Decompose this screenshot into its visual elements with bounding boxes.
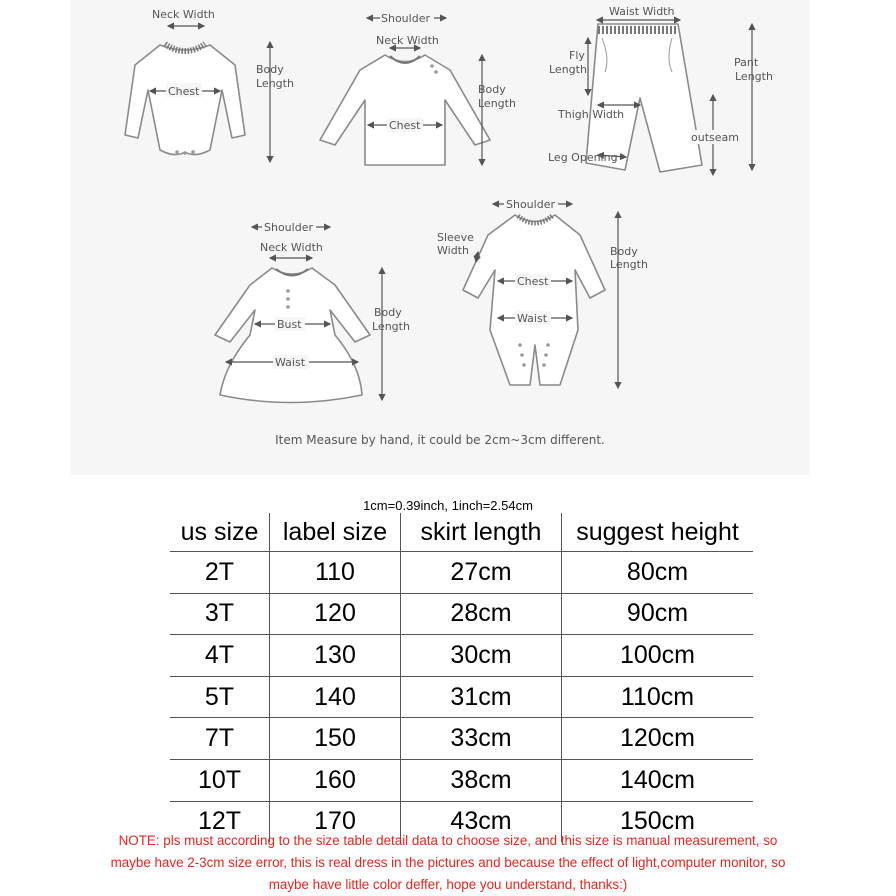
header-suggest-height: suggest height — [562, 513, 754, 552]
note-line-1: NOTE: pls must according to the size table detail data to choose size, and this size is manual measurement, so — [118, 833, 778, 848]
label-outseam: outseam — [691, 131, 739, 144]
table-row — [170, 635, 753, 677]
note-line-2: maybe have 2-3cm size error, this is real dress in the pictures and because the effect of light,computer monitor, so — [110, 855, 786, 870]
label-length: Length — [256, 77, 294, 90]
cell-us-size: 2T — [170, 552, 270, 594]
table-row — [170, 676, 753, 718]
label-length-dress: Length — [372, 320, 410, 333]
cell-skirt-length: 33cm — [401, 718, 562, 760]
note-text — [40, 830, 856, 896]
cell-suggest-height: 100cm — [562, 635, 754, 677]
label-body: Body — [256, 63, 284, 76]
cell-label-size: 110 — [270, 552, 401, 594]
table-row — [170, 759, 753, 801]
label-body-2: Body — [478, 83, 506, 96]
cell-skirt-length: 38cm — [401, 759, 562, 801]
label-thigh-width: Thigh Width — [558, 108, 625, 121]
label-fly: Fly — [569, 49, 585, 62]
cell-us-size: 4T — [170, 635, 270, 677]
label-chest: Chest — [168, 85, 200, 98]
table-row — [170, 552, 753, 594]
cell-suggest-height: 80cm — [562, 552, 754, 594]
table-row — [170, 593, 753, 635]
table-header-row — [170, 513, 753, 552]
cell-suggest-height: 110cm — [562, 676, 754, 718]
label-leg-opening: Leg Opening — [548, 151, 618, 164]
label-fly-length: Length — [549, 63, 587, 76]
cell-us-size: 12T — [170, 801, 270, 842]
header-us-size: us size — [180, 517, 259, 546]
label-length-romper: Length — [610, 258, 648, 271]
label-body-dress: Body — [374, 306, 402, 319]
header-label-size: label size — [270, 513, 401, 552]
cell-label-size: 150 — [270, 718, 401, 760]
cell-label-size: 120 — [270, 593, 401, 635]
cell-suggest-height: 90cm — [562, 593, 754, 635]
cell-us-size: 7T — [170, 718, 270, 760]
cell-skirt-length: 31cm — [401, 676, 562, 718]
label-neck-width-dress: Neck Width — [260, 241, 323, 254]
cell-label-size: 140 — [270, 676, 401, 718]
label-body-romper: Body — [610, 245, 638, 258]
label-neck-width-2: Neck Width — [376, 34, 439, 47]
label-sleeve: Sleeve — [437, 231, 474, 244]
label-neck-width: Neck Width — [152, 8, 215, 21]
label-shoulder-romper: Shoulder — [506, 198, 555, 211]
label-waist-romper: Waist — [517, 312, 548, 325]
label-sleeve-width: Width — [437, 244, 469, 257]
note-line-3: maybe have little color deffer, hope you understand, thanks:) — [268, 877, 628, 892]
cell-us-size: 3T — [170, 593, 270, 635]
diagram-caption: Item Measure by hand, it could be 2cm~3cm different. — [275, 433, 605, 447]
cell-us-size: 10T — [170, 759, 270, 801]
label-waist-width: Waist Width — [609, 5, 675, 18]
label-shoulder-dress: Shoulder — [264, 221, 313, 234]
label-chest-2: Chest — [389, 119, 421, 132]
label-pant: Pant — [734, 56, 759, 69]
cell-label-size: 160 — [270, 759, 401, 801]
cell-skirt-length: 28cm — [401, 593, 562, 635]
label-waist-dress: Waist — [275, 356, 306, 369]
size-chart-table — [170, 513, 753, 842]
cell-us-size: 5T — [170, 676, 270, 718]
label-pant-length: Length — [735, 70, 773, 83]
label-chest-romper: Chest — [517, 275, 549, 288]
cell-suggest-height: 140cm — [562, 759, 754, 801]
label-length-2: Length — [478, 97, 516, 110]
label-bust: Bust — [277, 318, 302, 331]
cell-suggest-height: 150cm — [562, 801, 754, 842]
cell-skirt-length: 43cm — [401, 801, 562, 842]
cell-suggest-height: 120cm — [562, 718, 754, 760]
cell-label-size: 170 — [270, 801, 401, 842]
label-shoulder: Shoulder — [381, 12, 430, 25]
cell-label-size: 130 — [270, 635, 401, 677]
header-skirt-length: skirt length — [401, 513, 562, 552]
table-row — [170, 718, 753, 760]
cell-skirt-length: 27cm — [401, 552, 562, 594]
unit-conversion: 1cm=0.39inch, 1inch=2.54cm — [363, 498, 533, 513]
cell-skirt-length: 30cm — [401, 635, 562, 677]
